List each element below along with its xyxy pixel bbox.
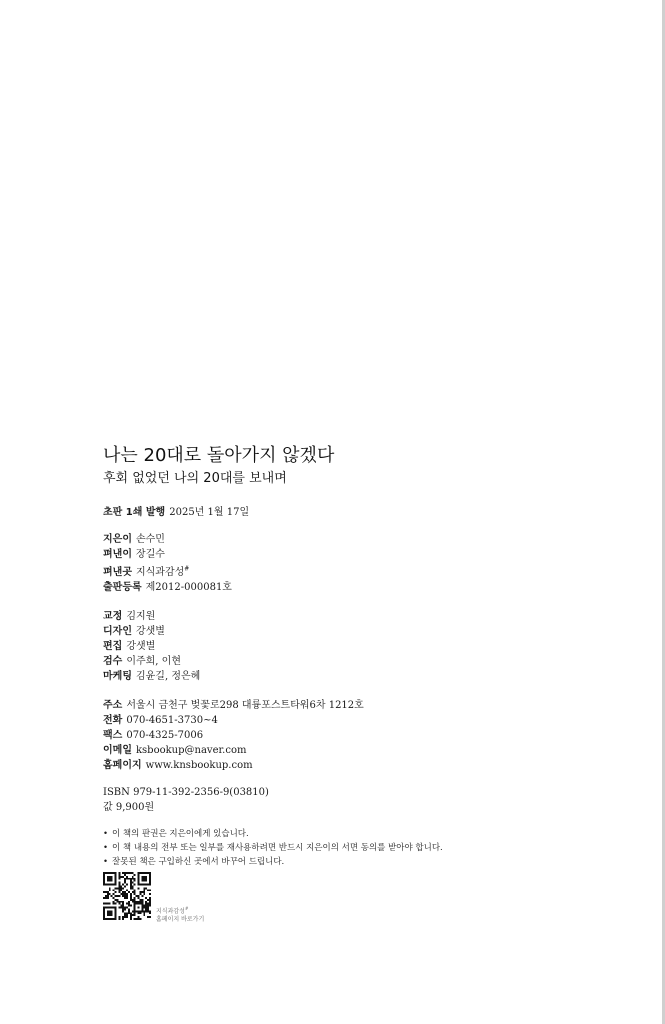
qr-caption-brand xyxy=(156,905,204,916)
publisher-value: 장길수 xyxy=(135,549,165,560)
bullet: • xyxy=(103,843,109,854)
fax-value: 070-4325-7006 xyxy=(126,730,204,742)
phone-label: 전화 xyxy=(103,715,123,727)
phone-value: 070-4651-3730~4 xyxy=(126,715,218,727)
notice-text: 이 책의 판권은 지은이에게 있습니다. xyxy=(112,829,249,840)
staff-info xyxy=(103,609,573,684)
registration-label: 출판등록 xyxy=(103,582,142,594)
notice-text: 이 책 내용의 전부 또는 일부를 재사용하려면 반드시 지은이의 서면 동의를 받아야 합니다. xyxy=(112,843,443,854)
isbn-block xyxy=(103,785,573,815)
edition-label: 초판 1쇄 발행 xyxy=(103,507,166,518)
bullet: • xyxy=(103,829,109,840)
email-label: 이메일 xyxy=(103,745,132,757)
design-label: 디자인 xyxy=(103,626,132,638)
notice-item xyxy=(103,841,573,855)
author-value: 손수민 xyxy=(135,534,165,545)
bullet: • xyxy=(103,857,109,868)
qr-caption-mark: # xyxy=(184,906,189,911)
edition-line xyxy=(103,505,573,520)
proofreading-line xyxy=(103,609,573,624)
homepage-value: www.knsbookup.com xyxy=(145,760,253,772)
contact-info xyxy=(103,698,573,773)
email-value: ksbookup@naver.com xyxy=(135,745,247,757)
marketing-label: 마케팅 xyxy=(103,671,132,683)
editing-line xyxy=(103,639,573,654)
colophon xyxy=(103,445,573,869)
address-value: 서울시 금천구 벚꽃로298 대륭포스트타워6차 1212호 xyxy=(126,700,364,712)
editing-value: 강샛별 xyxy=(126,641,156,653)
registration-value: 제2012-000081호 xyxy=(145,582,232,594)
publication-info xyxy=(103,532,573,595)
publisher-label: 펴낸이 xyxy=(103,549,132,560)
imprint-name: 지식과감성 xyxy=(135,567,185,579)
review-value: 이주희, 이현 xyxy=(126,656,181,668)
design-value: 강샛별 xyxy=(135,626,165,638)
qr-caption-homepage: 홈페이지 바로가기 xyxy=(156,916,205,923)
review-line xyxy=(103,654,573,669)
registration-line xyxy=(103,580,573,595)
address-line xyxy=(103,698,573,713)
imprint-label: 펴낸곳 xyxy=(103,567,132,579)
imprint-line xyxy=(103,562,573,580)
notice-item xyxy=(103,855,573,869)
author-label: 지은이 xyxy=(103,534,132,545)
review-label: 검수 xyxy=(103,656,123,668)
editing-label: 편집 xyxy=(103,641,123,653)
author-line xyxy=(103,532,573,547)
notice-list xyxy=(103,827,573,869)
fax-line xyxy=(103,728,573,743)
marketing-value: 김윤길, 정은혜 xyxy=(135,671,201,683)
notice-item xyxy=(103,827,573,841)
notice-text: 잘못된 책은 구입하신 곳에서 바꾸어 드립니다. xyxy=(112,857,285,868)
phone-line xyxy=(103,713,573,728)
design-line xyxy=(103,624,573,639)
qr-caption-brand-text: 지식과감성 xyxy=(156,908,185,915)
email-line xyxy=(103,743,573,758)
address-label: 주소 xyxy=(103,700,123,712)
homepage-line xyxy=(103,758,573,773)
qr-caption xyxy=(156,905,204,924)
price: 값 9,900원 xyxy=(103,802,155,814)
proofreading-label: 교정 xyxy=(103,611,123,623)
proofreading-value: 김지원 xyxy=(126,611,156,623)
qr-code-icon xyxy=(103,872,151,920)
book-title: 나는 20대로 돌아가지 않겠다 xyxy=(103,445,335,466)
isbn: ISBN 979-11-392-2356-9(03810) xyxy=(103,787,269,799)
homepage-label: 홈페이지 xyxy=(103,760,142,772)
imprint-mark: # xyxy=(184,566,190,573)
imprint-value xyxy=(136,567,189,578)
publisher-line xyxy=(103,547,573,562)
fax-label: 팩스 xyxy=(103,730,123,742)
book-subtitle: 후회 없었던 나의 20대를 보내며 xyxy=(103,471,287,486)
qr-code[interactable] xyxy=(103,872,151,920)
marketing-line xyxy=(103,669,573,684)
edition-date: 2025년 1월 17일 xyxy=(169,507,250,518)
